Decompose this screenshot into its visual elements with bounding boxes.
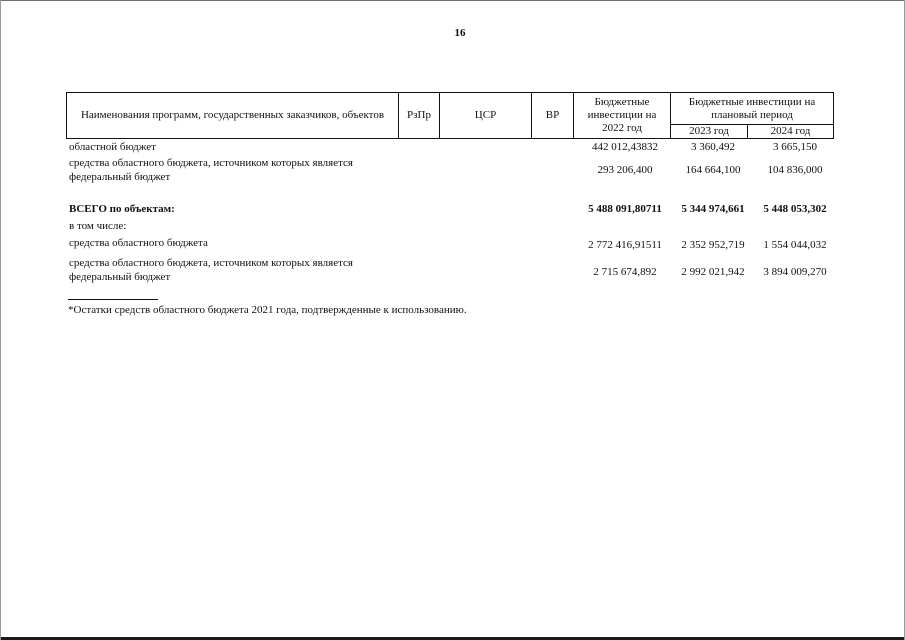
header-name: Наименования программ, государственных заказчиков, объектов [67,93,399,139]
row-value-2022: 442 012,43832 [592,141,658,153]
row-value-2024: 3 665,150 [773,141,817,153]
row-value-2022: 293 206,400 [597,164,653,176]
header-vr: ВР [532,93,574,139]
header-planned-line2: плановый период [711,108,793,121]
total-value-2022: 5 488 091,80711 [588,203,662,215]
row-value-2022: 2 772 416,91511 [588,239,662,251]
page-edge-left [0,0,1,640]
header-investments-2022 [574,93,671,139]
total-label: ВСЕГО по объектам: [69,203,175,215]
header-investments-2022-line3: 2022 год [602,122,642,134]
row-value-2023: 2 992 021,942 [681,266,745,278]
header-investments-2022-line2: инвестиции на [587,109,657,121]
row-value-2023: 164 664,100 [685,164,741,176]
row-value-2022: 2 715 674,892 [593,266,657,278]
row-label-line2: федеральный бюджет [69,171,171,183]
row-value-2024: 104 836,000 [767,164,823,176]
total-value-2024: 5 448 053,302 [763,203,827,215]
subheading-label: в том числе: [69,220,127,232]
page-number: 16 [454,27,466,39]
row-value-2023: 3 360,492 [691,141,735,153]
header-planned-period [671,93,834,125]
header-year-2023: 2023 год [671,125,748,139]
header-investments-2022-line1: Бюджетные [594,96,650,108]
table-header [66,92,834,139]
row-value-2024: 3 894 009,270 [763,266,827,278]
footnote-divider [68,299,158,300]
row-value-2023: 2 352 952,719 [681,239,745,251]
row-label-line2: федеральный бюджет [69,271,171,283]
page-edge-top [0,0,905,1]
header-year-2024: 2024 год [748,125,834,139]
footnote: *Остатки средств областного бюджета 2021 года, подтвержденные к использованию. [68,304,467,316]
header-csr: ЦСР [440,93,532,139]
row-label: областной бюджет [69,141,156,153]
row-label: средства областного бюджета [69,237,208,249]
row-label: средства областного бюджета, источником которых является [69,157,353,169]
total-value-2023: 5 344 974,661 [681,203,745,215]
header-planned-line1: Бюджетные инвестиции на [688,95,816,108]
row-label: средства областного бюджета, источником которых является [69,257,353,269]
header-rzpr: РзПр [399,93,440,139]
row-value-2024: 1 554 044,032 [763,239,827,251]
